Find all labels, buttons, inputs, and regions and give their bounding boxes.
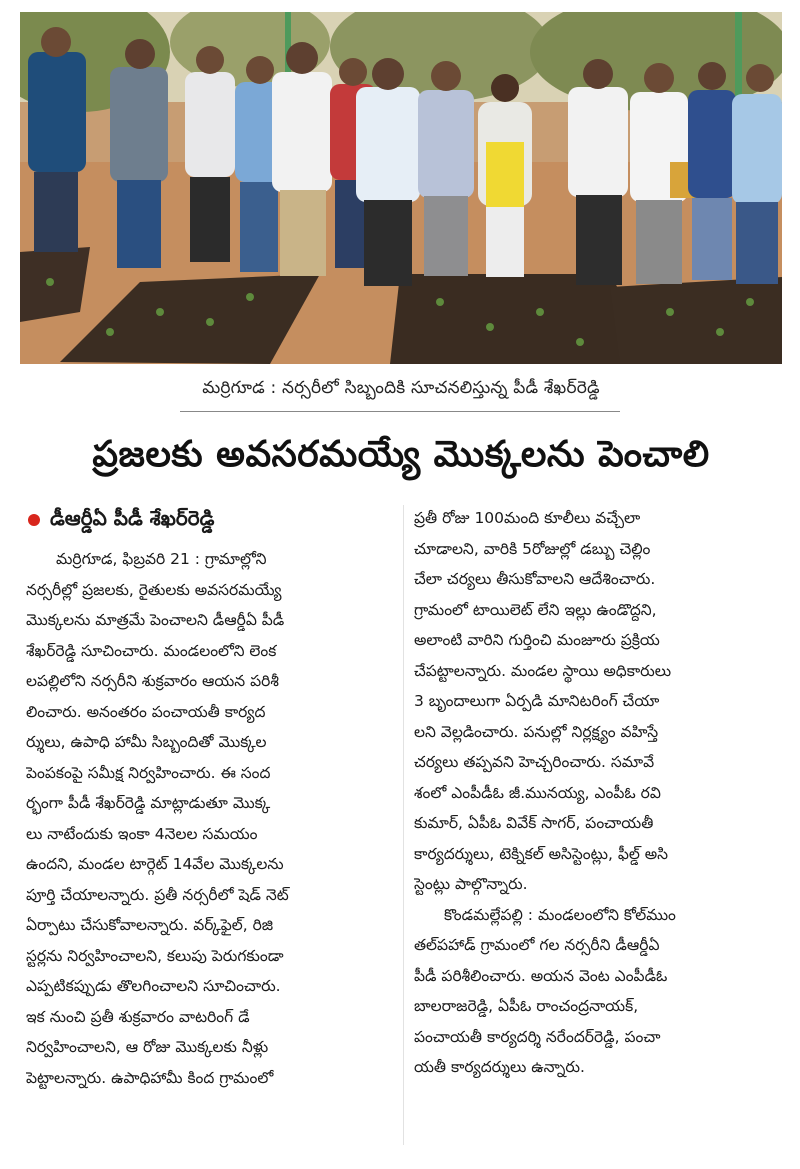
text-line: కొండమల్లేపల్లి : మండలంలోని కోల్‌ముం — [444, 905, 676, 924]
text-line: అలాంటి వారిని గుర్తించి మంజూరు ప్రక్రియ — [414, 631, 660, 649]
text-line: పెట్టాలన్నారు. ఉపాధిహామీ కింద గ్రామంలో — [26, 1068, 274, 1087]
text-line: మొక్కలను మాత్రమే పెంచాలని డీఆర్డీఏ పీడీ — [26, 611, 285, 629]
photo-caption: మర్రిగూడ : నర్సరీలో సిబ్బందికి సూచనలిస్తున్న పీడీ శేఖర్‌రెడ్డి — [202, 378, 600, 398]
text-line: చర్యలు తప్పవని హెచ్చరించారు. సమావే — [414, 753, 655, 771]
text-line: లు నాటేందుకు ఇంకా 4నెలల సమయం — [26, 824, 258, 843]
text-line: పూర్తి చేయాలన్నారు. ప్రతీ నర్సరీలో షెడ్ నెట్ — [26, 885, 289, 904]
article-right-column — [414, 503, 784, 1083]
text-line: తల్‌పహాడ్ గ్రామంలో గల నర్సరీని డీఆర్డీఏ — [414, 936, 660, 954]
text-line: కార్యదర్శులు, టెక్నికల్ అసిస్టెంట్లు, ఫీల్డ్ అసి — [414, 844, 669, 863]
text-line: మర్రిగూడ, ఫిబ్రవరి 21 : గ్రామాల్లోని — [56, 550, 267, 568]
text-line: ర్శులు, ఉపాధి హామీ సిబ్బందితో మొక్కల — [26, 733, 267, 751]
text-line: శేఖర్‌రెడ్డి సూచించారు. మండలంలోని లెంక — [26, 641, 277, 660]
byline — [26, 500, 394, 544]
text-line: ఏర్పాటు చేసుకోవాలన్నారు. వర్క్‌ఫైల్, రిజి — [26, 916, 274, 934]
text-line: కుమార్, ఏపీఓ వివేక్ సాగర్, పంచాయతీ — [414, 814, 654, 832]
text-line: చేపట్టాలన్నారు. మండల స్థాయి అధికారులు — [414, 661, 672, 680]
text-line: చేలా చర్యలు తీసుకోవాలని ఆదేశించారు. — [414, 570, 656, 588]
nursery-inspection-photo — [20, 12, 782, 364]
news-photo — [20, 12, 782, 364]
article-headline: ప్రజలకు అవసరమయ్యే మొక్కలను పెంచాలి — [92, 434, 710, 475]
text-line: శంలో ఎంపీడీఓ జీ.మునయ్య, ఎంపీఓ రవి — [414, 783, 661, 802]
text-line: ఎప్పటికప్పుడు తొలగించాలని సూచించారు. — [26, 977, 281, 995]
text-line: 3 బృందాలుగా ఏర్పడి మానిటరింగ్ చేయా — [414, 692, 660, 710]
text-line: నిర్వహించాలని, ఆ రోజు మొక్కలకు నీళ్లు — [26, 1038, 269, 1056]
text-line: పంచాయతీ కార్యదర్శి నరేందర్‌రెడ్డి, పంచా — [414, 1027, 661, 1046]
article-left-column — [26, 500, 394, 1093]
text-line: ర్భంగా పీడీ శేఖర్‌రెడ్డి మాట్లాడుతూ మొక్క — [26, 794, 271, 812]
text-line: ఇక నుంచి ప్రతీ శుక్రవారం వాటరింగ్ డే — [26, 1007, 250, 1026]
text-line: స్టర్లను నిర్వహించాలని, కలుపు పెరుగకుండా — [26, 946, 284, 965]
red-bullet-icon — [28, 514, 40, 526]
text-line: పెంపకంపై సమీక్ష నిర్వహించారు. ఈ సంద — [26, 763, 271, 782]
text-line: యతీ కార్యదర్శులు ఉన్నారు. — [414, 1058, 585, 1076]
text-line: లని వెల్లడించారు. పనుల్లో నిర్లక్ష్యం వహిస్తే — [414, 722, 659, 741]
caption-divider — [180, 411, 620, 412]
byline-text: డీఆర్డీఏ పీడీ శేఖర్‌రెడ్డి — [50, 506, 215, 530]
text-line: చూడాలని, వారికి 5రోజుల్లో డబ్బు చెల్లిం — [414, 539, 651, 558]
text-line: నర్సరీల్లో ప్రజలకు, రైతులకు అవసరమయ్యే — [26, 580, 282, 599]
text-line: గ్రామంలో టాయిలెట్ లేని ఇల్లు ఉండొద్దని, — [414, 600, 657, 619]
column-divider — [403, 505, 404, 1145]
text-line: లపల్లిలోని నర్సరీని శుక్రవారం ఆయన పరిశీ — [26, 672, 279, 690]
text-line: స్టెంట్లు పాల్గొన్నారు. — [414, 875, 528, 893]
text-line: లించారు. అనంతరం పంచాయతీ కార్యద — [26, 702, 266, 721]
text-line: ఉందని, మండల టార్గెట్ 14వేల మొక్కలను — [26, 855, 284, 873]
text-line: పీడీ పరిశీలించారు. అయన వెంట ఎంపీడీఓ — [414, 966, 668, 985]
text-line: ప్రతీ రోజు 100మంది కూలీలు వచ్చేలా — [414, 509, 641, 527]
text-line: బాలరాజరెడ్డి, ఏపీఓ రాంచంద్రనాయక్, — [414, 997, 639, 1015]
